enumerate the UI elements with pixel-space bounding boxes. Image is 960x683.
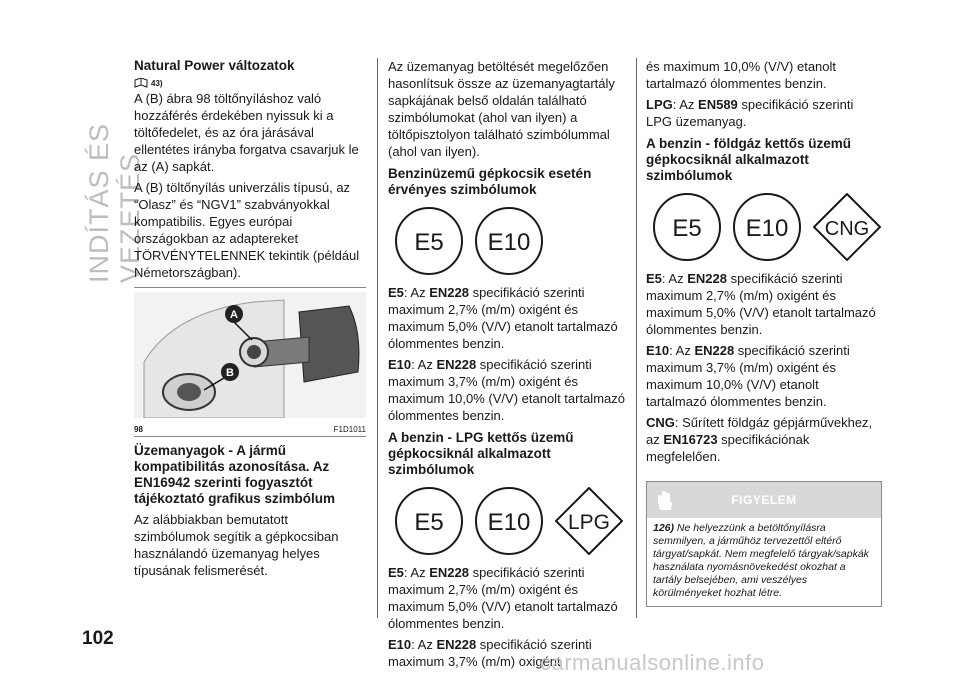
- column-2: [388, 58, 626, 674]
- figure-code: F1D1011: [333, 425, 366, 434]
- section-heading-compatibility: Üzemanyagok - A jármű kompatibilitás azonosítása. Az EN16942 szerinti fogyasztót tájékoztató grafikus szimbólum: [134, 443, 336, 506]
- warning-text: [647, 518, 881, 606]
- book-reference-icon: [134, 78, 148, 88]
- warning-hand-icon: [653, 487, 679, 513]
- warning-header: [647, 482, 881, 518]
- reference-marker: [134, 78, 366, 88]
- column-3: [646, 58, 882, 607]
- text-fragment: specifikációnak megfelelően.: [646, 432, 810, 464]
- e10-label: E10: [388, 357, 412, 372]
- e10-circle-symbol: [474, 486, 544, 556]
- paragraph-lpg: [646, 96, 882, 130]
- text-fragment: specifikáció szerinti maximum 3,7% (m/m) oxigént és maximum 10,0% (V/V) etanolt tartalmazó ólommentes benzin.: [646, 343, 850, 409]
- callout-b: B: [226, 367, 234, 379]
- symbol-text: E5: [414, 229, 444, 256]
- figure-number: 98: [134, 425, 143, 434]
- e5-circle-symbol: [652, 192, 722, 262]
- section-heading-cng-symbols: A benzin - földgáz kettős üzemű gépkocsiknál alkalmazott szimbólumok: [646, 136, 852, 183]
- symbol-text: E5: [414, 509, 444, 536]
- e10-label: E10: [646, 343, 670, 358]
- text-fragment: : Az: [669, 343, 695, 358]
- text-fragment: : Az: [411, 357, 437, 372]
- figure-fuel-inlet: [134, 287, 366, 437]
- standard-code: EN228: [429, 285, 469, 300]
- text-fragment: specifikáció szerinti maximum 3,7% (m/m) oxigént: [388, 637, 592, 669]
- paragraph-e10-continued: és maximum 10,0% (V/V) etanolt tartalmazó ólommentes benzin.: [646, 59, 837, 91]
- watermark: carmanualsonline.info: [540, 650, 765, 675]
- column-divider: [377, 58, 378, 618]
- reference-number: 43): [151, 78, 163, 88]
- paragraph-e10-cng: [646, 342, 882, 410]
- e5-circle-symbol: [394, 486, 464, 556]
- paragraph-cng: [646, 414, 882, 465]
- symbol-text: E10: [745, 215, 789, 242]
- lpg-symbols-row: [394, 486, 626, 556]
- text-fragment: specifikáció szerinti maximum 2,7% (m/m) oxigént és maximum 5,0% (V/V) etanolt tartalmazó ólommentes benzin.: [388, 285, 618, 351]
- page-number: 102: [82, 628, 114, 649]
- warning-number: 126): [653, 522, 675, 534]
- e5-label: E5: [646, 271, 662, 286]
- paragraph-symbols-intro: Az alábbiakban bemutatott szimbólumok segítik a gépkocsiban használandó üzemanyag helyes típusának felismerését.: [134, 512, 339, 578]
- symbol-text: CNG: [824, 218, 870, 240]
- e10-circle-symbol: [732, 192, 802, 262]
- petrol-symbols-row: [394, 206, 626, 276]
- fuel-inlet-illustration: [134, 292, 366, 418]
- paragraph-e10: [388, 356, 626, 424]
- warning-box: [646, 481, 882, 607]
- e5-label: E5: [388, 565, 404, 580]
- e10-circle-symbol: [474, 206, 544, 276]
- paragraph-universal-inlet: A (B) töltőnyílás univerzális típusú, az “Olasz” és “NGV1” szabványokkal kompatibilis. Egyes európai országokban az adaptereket TÖRVÉNYTELENNEK tekintik (például Németországban).: [134, 180, 360, 280]
- text-fragment: : Az: [661, 271, 688, 286]
- paragraph-e5-cng: [646, 270, 882, 338]
- lpg-diamond-symbol: [554, 486, 624, 556]
- paragraph-compare-symbols: Az üzemanyag betöltését megelőzően hasonlítsuk össze az üzemanyagtartály sapkájának belső oldalán található szimbólumokat (ahol van ilyen) a töltőpisztolyon található szimbólummal (ahol van ilyen).: [388, 59, 615, 159]
- standard-code: EN228: [429, 565, 469, 580]
- text-fragment: : Az: [403, 285, 430, 300]
- figure-caption: [134, 423, 366, 437]
- standard-code: EN228: [694, 343, 735, 358]
- section-heading-petrol-symbols: Benzinüzemű gépkocsik esetén érvényes szimbólumok: [388, 166, 592, 197]
- text-fragment: : Sűrített földgáz gépjárművekhez, az: [646, 415, 873, 447]
- text-fragment: : Az: [672, 97, 699, 112]
- e5-label: E5: [388, 285, 404, 300]
- section-heading-lpg-symbols: A benzin - LPG kettős üzemű gépkocsiknál alkalmazott szimbólumok: [388, 430, 574, 477]
- column-divider: [636, 58, 637, 618]
- e10-label: E10: [388, 637, 412, 652]
- text-fragment: specifikáció szerinti maximum 3,7% (m/m) oxigént és maximum 10,0% (V/V) etanolt tartalmazó ólommentes benzin.: [388, 357, 625, 423]
- e5-circle-symbol: [394, 206, 464, 276]
- text-fragment: specifikáció szerinti maximum 2,7% (m/m) oxigént és maximum 5,0% (V/V) etanolt tartalmazó ólommentes benzin.: [388, 565, 618, 631]
- warning-body-text: Ne helyezzünk a betöltőnyílásra semmilyen, a járműhöz tervezettől eltérő tárgyat/sapkát. Nem megfelelő tárgyak/sapkák használata nyomásnövekedést okozhat a tartály belsejében, ami veszélyes körülményeket hozhat létre.: [653, 522, 869, 599]
- column-1: [134, 58, 366, 583]
- standard-code: EN228: [436, 357, 477, 372]
- text-fragment: : Az: [403, 565, 430, 580]
- paragraph-fuel-cap: A (B) ábra 98 töltőnyíláshoz való hozzáférés érdekében nyissuk ki a töltőfedelet, és az óra járásával ellentétes irányba forgatva csavarjuk le az (A) sapkát.: [134, 91, 359, 174]
- standard-code: EN228: [436, 637, 477, 652]
- text-fragment: specifikáció szerinti LPG üzemanyag.: [646, 97, 854, 129]
- warning-title: FIGYELEM: [731, 493, 797, 507]
- standard-code: EN228: [687, 271, 727, 286]
- symbol-text: LPG: [567, 511, 611, 534]
- standard-code: EN589: [698, 97, 738, 112]
- cng-diamond-symbol: [812, 192, 882, 262]
- section-heading-natural-power: Natural Power változatok: [134, 58, 295, 73]
- cng-symbols-row: [652, 192, 882, 262]
- symbol-text: E5: [672, 215, 702, 242]
- standard-code: EN16723: [663, 432, 718, 447]
- symbol-text: E10: [487, 509, 531, 536]
- chapter-side-title: INDÍTÁS ÉS VEZETÉS: [84, 122, 145, 283]
- lpg-label: LPG: [646, 97, 673, 112]
- cng-label: CNG: [646, 415, 675, 430]
- paragraph-e5-lpg: [388, 564, 626, 632]
- text-fragment: specifikáció szerinti maximum 2,7% (m/m) oxigént és maximum 5,0% (V/V) etanolt tartalmazó ólommentes benzin.: [646, 271, 876, 337]
- text-fragment: : Az: [411, 637, 437, 652]
- symbol-text: E10: [487, 229, 531, 256]
- callout-a: A: [230, 309, 238, 321]
- paragraph-e5: [388, 284, 626, 352]
